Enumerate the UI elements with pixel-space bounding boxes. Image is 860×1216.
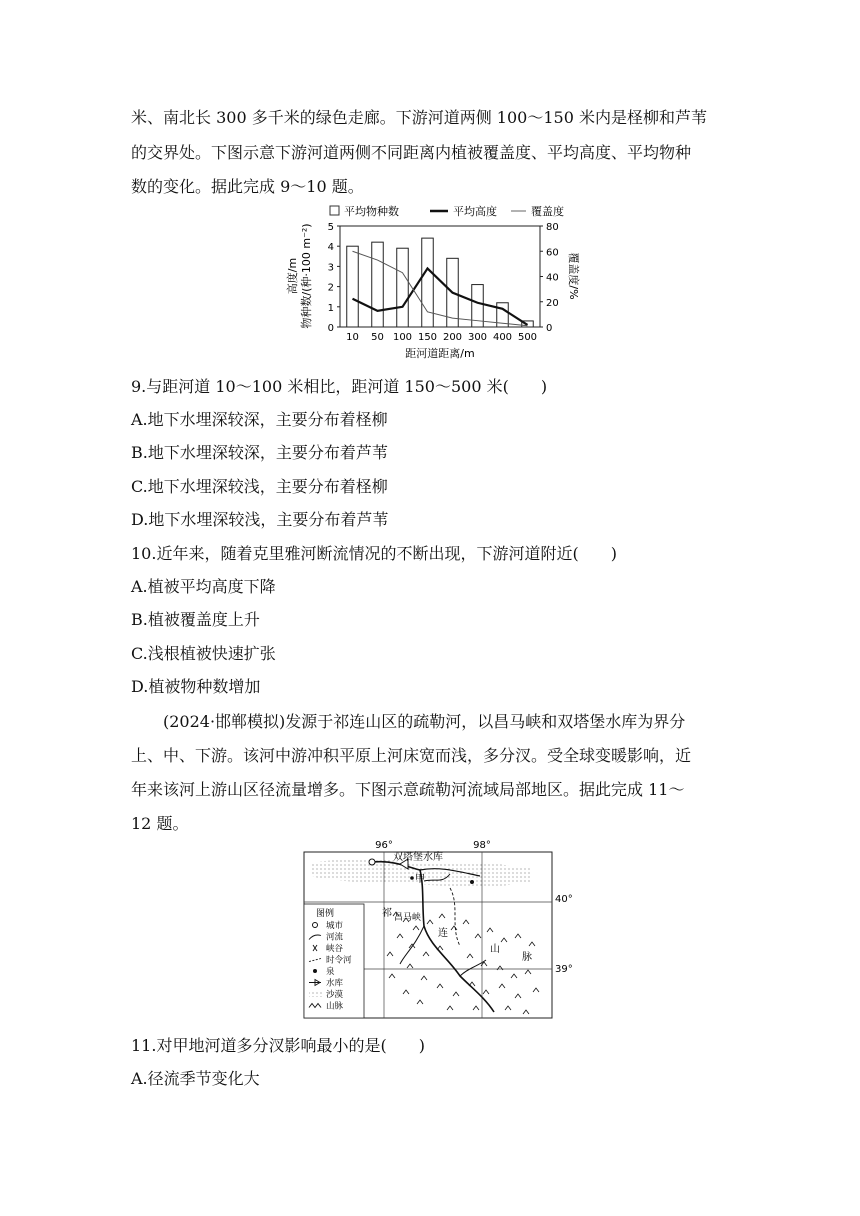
q9-option-a[interactable]: A.地下水埋深较深，主要分布着柽柳	[131, 410, 388, 429]
passage2-line-4: 12 题。	[131, 814, 189, 833]
x-tick-label: 400	[492, 332, 513, 343]
plot-area	[328, 222, 559, 343]
legend-bar-label: 平均物种数	[344, 205, 399, 218]
left-tick-label: 5	[327, 222, 334, 233]
city-symbol	[369, 859, 375, 865]
chart-legend	[330, 204, 564, 218]
x-tick-label: 50	[371, 332, 384, 343]
q11-stem: 11.对甲地河道多分汊影响最小的是( )	[131, 1036, 425, 1055]
reservoir-label: 双塔堡水库	[393, 852, 443, 863]
legend-spring-icon	[313, 969, 317, 973]
right-tick-label: 20	[546, 297, 559, 309]
q9-option-c[interactable]: C.地下水埋深较浅，主要分布着柽柳	[131, 477, 388, 496]
left-tick-label: 1	[327, 302, 334, 314]
map-legend-label: 河流	[326, 932, 344, 943]
q9-option-d[interactable]: D.地下水埋深较浅，主要分布着芦苇	[131, 510, 389, 529]
legend-cover-label: 覆盖度	[531, 205, 564, 218]
ylabel-left-2: 物种数/(种·100 m⁻²)	[300, 223, 313, 329]
plot-frame	[340, 226, 540, 327]
legend-desert-icon	[309, 991, 322, 997]
passage2-line-1: (2024·邯郸模拟)发源于祁连山区的疏勒河，以昌马峡和双塔堡水库为界分	[163, 712, 686, 731]
x-tick-label: 200	[442, 332, 463, 343]
x-tick-label: 300	[467, 332, 488, 343]
left-tick-label: 2	[327, 282, 334, 294]
x-tick-label: 500	[517, 332, 538, 343]
lon-98-label: 98°	[473, 840, 491, 851]
passage2-line-2: 上、中、下游。该河中游冲积平原上河床宽而浅，多分汊。受全球变暖影响，近	[131, 746, 692, 765]
lat-40-label: 40°	[555, 894, 573, 905]
passage2-line-3: 年来该河上游山区径流量增多。下图示意疏勒河流域局部地区。据此完成 11～	[131, 780, 685, 799]
x-tick-label: 100	[392, 332, 413, 343]
q10-stem: 10.近年来，随着克里雅河断流情况的不断出现，下游河道附近( )	[131, 544, 617, 563]
jia-label: 甲	[415, 874, 425, 885]
intro-line-3: 数的变化。据此完成 9～10 题。	[131, 177, 364, 196]
left-tick-label: 4	[327, 242, 334, 254]
species-bar	[422, 238, 434, 327]
map-legend-label: 泉	[326, 967, 335, 977]
lon-96-label: 96°	[375, 840, 393, 851]
right-tick-label: 60	[546, 247, 559, 259]
x-tick-label: 10	[346, 332, 359, 343]
q10-option-c[interactable]: C.浅根植被快速扩张	[131, 644, 276, 663]
x-axis-title: 距河道距离/m	[405, 347, 475, 360]
right-tick-label: 0	[546, 323, 553, 334]
legend-height-label: 平均高度	[453, 205, 497, 218]
legend-city-icon	[313, 923, 318, 928]
q10-option-a[interactable]: A.植被平均高度下降	[131, 577, 276, 596]
changma-label: 昌马峡	[394, 913, 422, 923]
vegetation-chart	[278, 200, 588, 362]
q10-option-b[interactable]: B.植被覆盖度上升	[131, 610, 260, 629]
ylabel-right: 覆盖度/%	[567, 252, 580, 300]
legend-bar-swatch	[330, 206, 339, 215]
ylabel-left-1: 高度/m	[286, 257, 299, 295]
map-legend-label: 沙漠	[326, 990, 344, 1000]
spring-symbol	[470, 880, 474, 884]
q9-option-b[interactable]: B.地下水埋深较深，主要分布着芦苇	[131, 443, 388, 462]
right-tick-label: 80	[546, 222, 559, 233]
lian-label: 连	[438, 928, 448, 939]
intro-line-2: 的交界处。下图示意下游河道两侧不同距离内植被覆盖度、平均高度、平均物种	[131, 143, 692, 162]
x-tick-label: 150	[417, 332, 438, 343]
species-bar	[347, 246, 359, 327]
intro-line-1: 米、南北长 300 多千米的绿色走廊。下游河道两侧 100～150 米内是柽柳和芦苇	[131, 108, 707, 127]
map-legend-label: 城市	[326, 921, 344, 931]
q11-option-a[interactable]: A.径流季节变化大	[131, 1069, 260, 1088]
qi-label: 祁	[382, 908, 392, 919]
map-legend-label: 水库	[326, 978, 344, 989]
lat-39-label: 39°	[555, 964, 573, 975]
species-bar	[372, 242, 384, 327]
mai-label: 脉	[522, 952, 532, 963]
map-legend-title: 图例	[316, 909, 335, 919]
map-legend-label: 时令河	[326, 955, 352, 966]
map-legend-label: 山脉	[326, 1001, 344, 1012]
q9-stem: 9.与距河道 10～100 米相比，距河道 150～500 米( )	[131, 377, 548, 396]
jia-point	[410, 876, 414, 880]
left-tick-label: 0	[327, 323, 334, 334]
left-tick-label: 3	[327, 262, 334, 274]
shule-river-map	[300, 836, 573, 1024]
species-bar	[397, 248, 409, 327]
map-legend-label: 峡谷	[326, 944, 344, 954]
q10-option-d[interactable]: D.植被物种数增加	[131, 677, 261, 696]
shan-label: 山	[490, 944, 500, 955]
right-tick-label: 40	[546, 272, 559, 284]
